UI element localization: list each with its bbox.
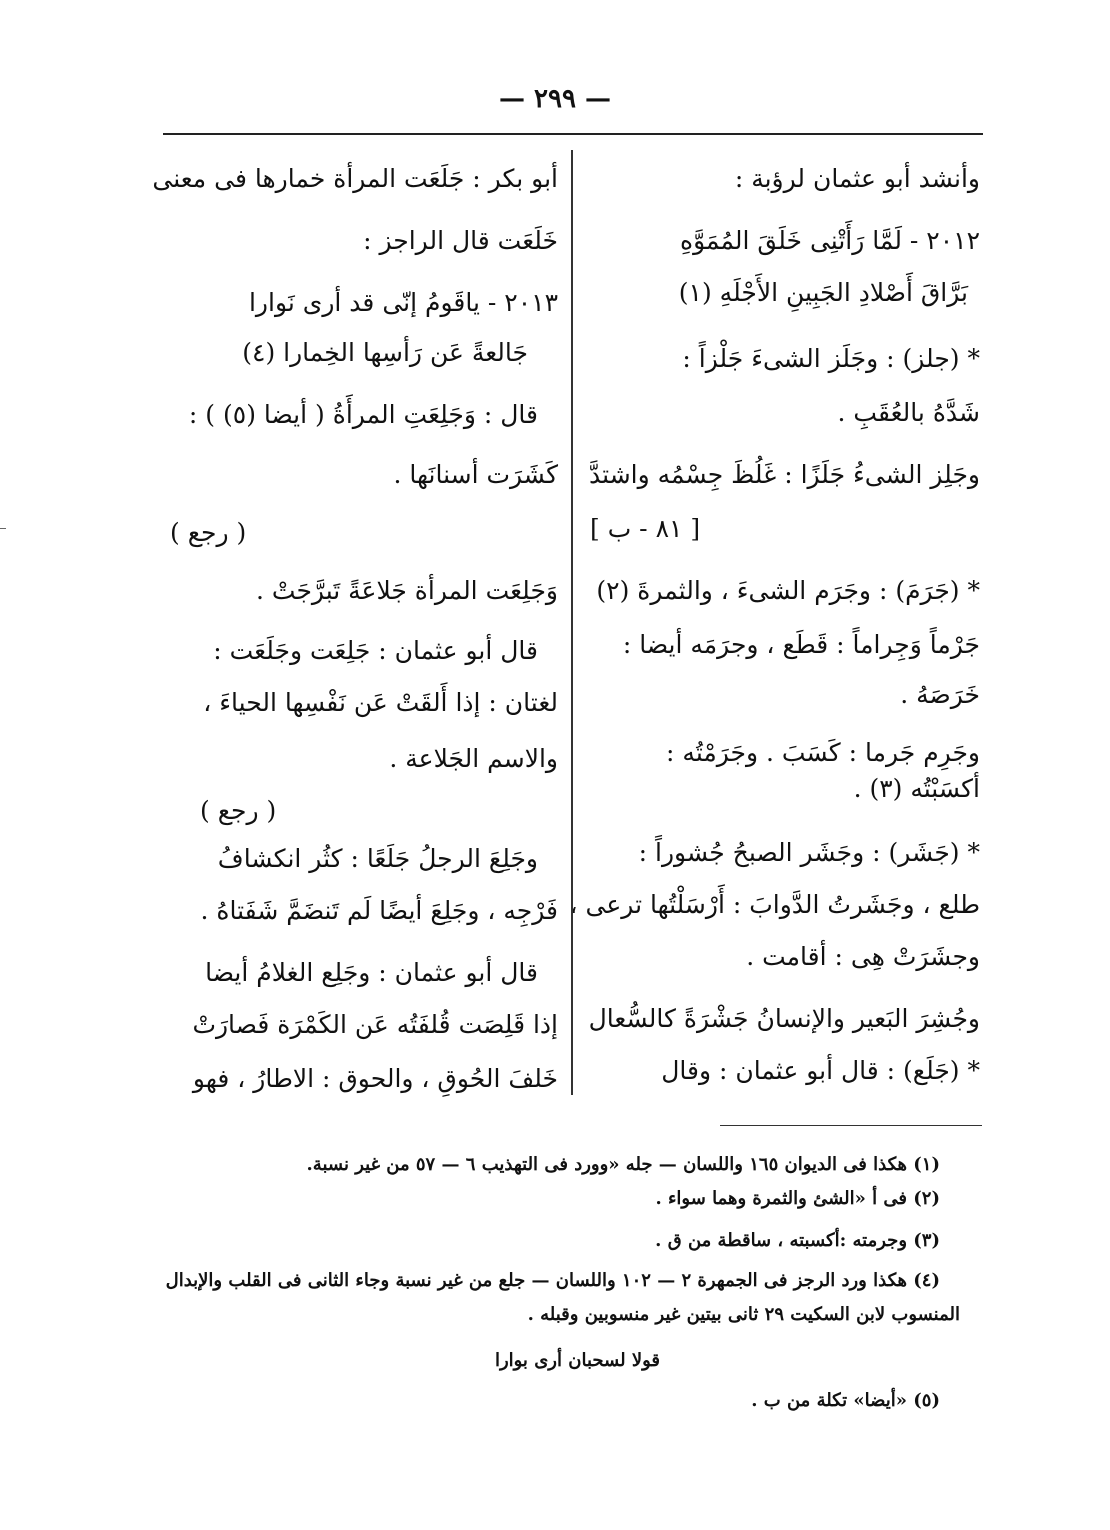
text-line: فَرْجِه ، وجَلِعَ أيضًا لَم تَنضَمَّ شَفَتاهُ . <box>200 896 558 925</box>
text-line: شَدَّهُ بالعُقَبِ . <box>837 398 980 427</box>
footnote: (٥) «أيضا» تكلة من ب . <box>751 1390 940 1411</box>
header-rule <box>163 133 983 135</box>
entry-heading: * (جَشَر) : وجَشَر الصبحُ جُشوراً : <box>638 838 980 867</box>
section-marker: ( رجع ) <box>170 518 247 547</box>
verse-line: جَالعةً عَن رَأسِها الخِمارا (٤) <box>242 338 528 367</box>
text-line: لغتان : إذا أَلقَتْ عَن نَفْسِها الحياءَ ، <box>203 688 558 717</box>
footnote: (٤) هكذا ورد الرجز فى الجمهرة ٢ — ١٠٢ واللسان — جلع من غير نسبة وجاء الثانى فى القلب والإبدال <box>165 1270 940 1291</box>
text-line: وجَلِعَ الرجلُ جَلَعًا : كثُر انكشافُ <box>217 844 538 873</box>
text-line: جَرْماً وَجِراماً : قَطَع ، وجرَمَه أيضا : <box>622 630 980 659</box>
section-marker: ( رجع ) <box>200 796 277 825</box>
text-line: إذا قَلِصَت قُلفَتُه عَن الكَمْرَة فَصارَتْ <box>192 1010 558 1039</box>
margin-mark <box>0 528 6 529</box>
footnote: (٣) وجرمته :أكسبته ، ساقطة من ق . <box>655 1230 940 1251</box>
column-divider <box>571 150 573 1095</box>
page-number: — ٢٩٩ — <box>498 84 612 114</box>
text-line: كَشَرَت أسنانَها . <box>393 460 558 489</box>
manuscript-folio-ref: [ ٨١ - ب ] <box>590 514 701 543</box>
text-line: وجَرِم جَرما : كَسَبَ . وجَرَمْتُه : <box>666 738 980 767</box>
text-line: قال أبو عثمان : جَلِعَت وجَلَعَت : <box>213 636 538 665</box>
footnote-verse: قولا لسحبان أرى بوارا <box>494 1350 660 1371</box>
verse-line: ٢٠١٢ - لَمَّا رَأَتْنِى خَلَقَ المُمَوَّهِ <box>679 226 980 255</box>
verse-line: بَرَّاقَ أَصْلادِ الجَبِينِ الأَجْلَهِ (١) <box>678 278 968 307</box>
text-line: خَلفَ الحُوقِ ، والحوق : الاطارُ ، فهو <box>192 1064 558 1093</box>
footnote-rule <box>720 1125 982 1126</box>
text-line: وَجَلِعَت المرأة جَلاعَةً تَبرَّجَتْ . <box>256 576 558 605</box>
text-line: والاسم الجَلاعة . <box>389 744 558 773</box>
text-line: طلع ، وجَشَرتُ الدَّوابَ : أَرْسَلْتُها ترعى ، <box>569 890 980 919</box>
entry-heading: * (جَرَمَ) : وجَرَم الشىءَ ، والثمرةَ (٢) <box>596 576 980 605</box>
text-line: أكسَبْتُه (٣) . <box>853 774 980 803</box>
footnote: (١) هكذا فى الديوان ١٦٥ واللسان — جله «وورد فى التهذيب ٦ — ٥٧ من غير نسبة. <box>306 1154 940 1175</box>
footnote-continuation: المنسوب لابن السكيت ٢٩ ثانى بيتين غير منسوبين وقبله . <box>527 1304 960 1325</box>
text-line: قال أبو عثمان : وجَلِع الغلامُ أيضا <box>205 958 538 987</box>
text-line: خَلَعَت قال الراجز : <box>363 226 558 255</box>
entry-heading: * (جلز) : وجَلَز الشىءَ جَلْزاً : <box>682 344 980 373</box>
entry-heading: * (جَلَع) : قال أبو عثمان : وقال <box>661 1056 980 1085</box>
text-line: وجَلِز الشىءُ جَلَزًا : غَلُظَ جِسْمُه واشتدَّ <box>589 460 980 489</box>
footnote: (٢) فى أ «الشئ والثمرة وهما سواء . <box>655 1188 940 1209</box>
text-line: خَرَصَهُ . <box>900 680 980 709</box>
text-line: وجُشِرَ البَعير والإنسانُ جَشْرَةً كالسُّعال <box>588 1004 980 1033</box>
text-line: أبو بكر : جَلَعَت المرأة خمارها فى معنى <box>152 164 558 193</box>
verse-line: ٢٠١٣ - ياقَومُ إنّى قد أرى نَوارا <box>248 288 558 317</box>
text-line: وأنشد أبو عثمان لرؤبة : <box>734 164 980 193</box>
text-line: وجشَرَتْ هِى : أقامت . <box>746 942 980 971</box>
text-line: قال : وَجَلِعَتِ المرأَةُ ( أيضا (٥) ) : <box>188 400 538 429</box>
